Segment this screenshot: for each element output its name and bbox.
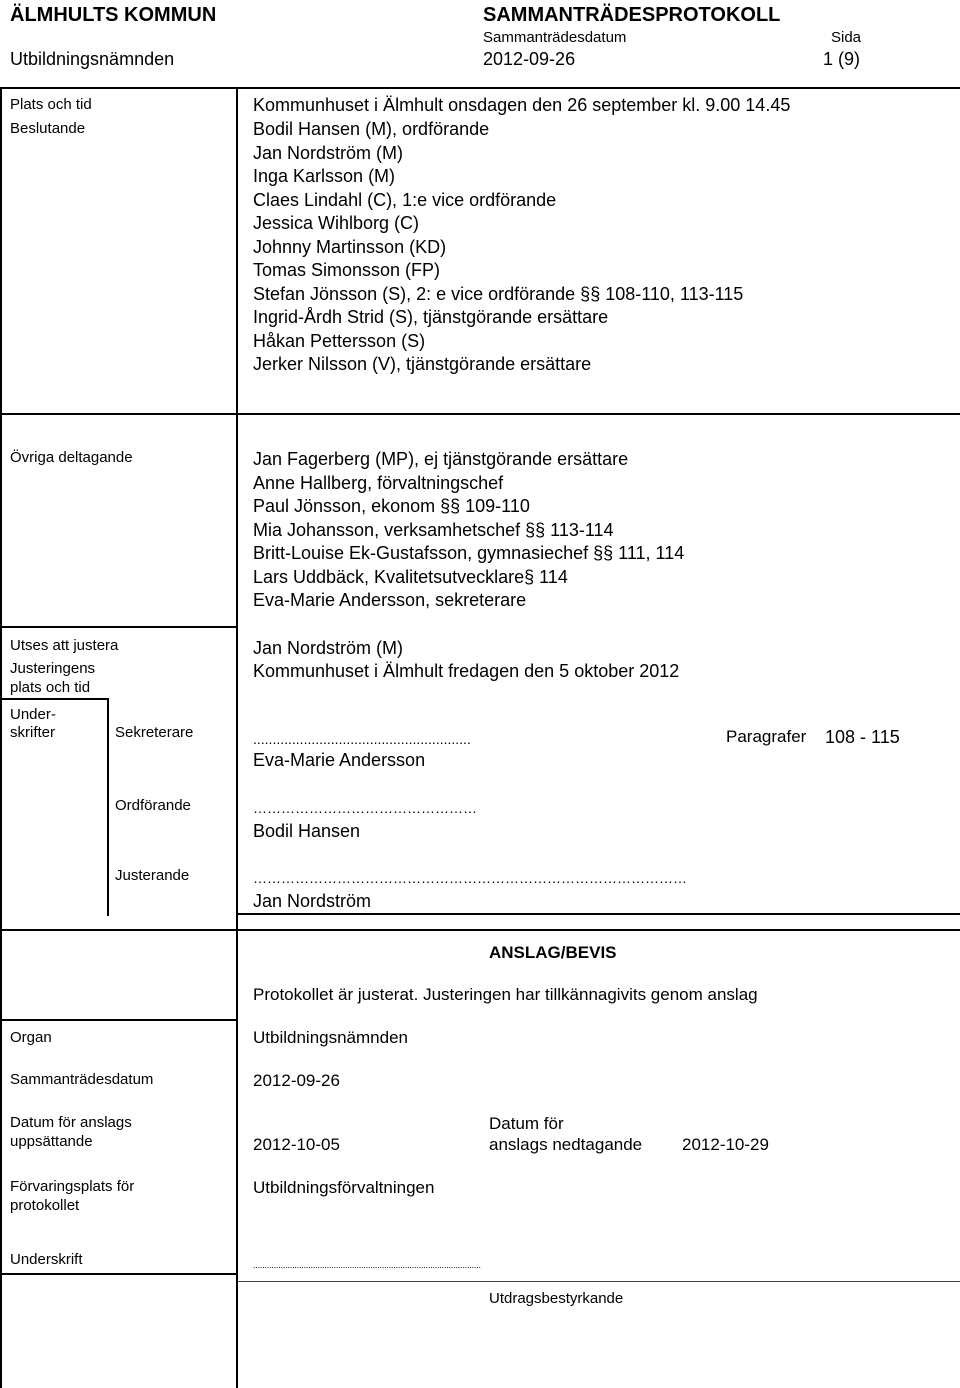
adjust-place-label-1: Justeringens — [10, 660, 96, 677]
chair-name: Bodil Hansen — [253, 821, 361, 841]
adjust-place-label-2: plats och tid — [10, 679, 91, 696]
notice-title: ANSLAG/BEVIS — [489, 943, 617, 962]
document-type: SAMMANTRÄDESPROTOKOLL — [483, 4, 781, 26]
header-divider — [0, 87, 960, 89]
signature-section-divider-right — [236, 913, 960, 915]
page-number: 1 (9) — [823, 49, 861, 69]
participant-line: Britt-Louise Ek-Gustafsson, gymnasiechef §§ 111, 114 — [253, 543, 685, 563]
page-label: Sida — [831, 29, 862, 46]
signature-left-divider — [0, 1273, 236, 1275]
member-line: Johnny Martinsson (KD) — [253, 236, 447, 257]
place-time-label: Plats och tid — [10, 96, 92, 113]
participant-line: Eva-Marie Andersson, sekreterare — [253, 590, 527, 610]
left-border — [0, 87, 2, 1388]
removed-date: 2012-10-29 — [682, 1135, 769, 1154]
chair-signature-line: ………………………………………… — [253, 800, 477, 816]
posted-date: 2012-10-05 — [253, 1135, 340, 1154]
deciding-members — [253, 118, 743, 377]
member-line: Ingrid-Årdh Strid (S), tjänstgörande ersättare — [253, 307, 609, 327]
notice-statement: Protokollet är justerat. Justeringen har tillkännagivits genom anslag — [253, 985, 758, 1004]
adjuster-signature-line: ………………………………………………………………………………… — [253, 870, 687, 886]
signatures-label-2: skrifter — [10, 724, 55, 741]
member-line: Inga Karlsson (M) — [253, 166, 396, 186]
notice-date-value: 2012-09-26 — [253, 1071, 340, 1090]
signature-line: ................................................................................................... — [253, 1260, 481, 1270]
meeting-date-label: Sammanträdesdatum — [483, 29, 627, 46]
left-divider — [0, 626, 236, 628]
participant-line: Lars Uddbäck, Kvalitetsutvecklare§ 114 — [253, 566, 568, 587]
member-line: Jessica Wihlborg (C) — [253, 213, 420, 233]
meeting-date: 2012-09-26 — [483, 49, 576, 69]
member-line: Claes Lindahl (C), 1:e vice ordförande — [253, 189, 557, 210]
signature-divider — [0, 698, 108, 700]
committee-name: Utbildningsnämnden — [10, 49, 175, 69]
certification-label: Utdragsbestyrkande — [489, 1290, 624, 1307]
notice-top-divider — [0, 929, 960, 931]
removed-label-1: Datum för — [489, 1114, 564, 1133]
member-line: Håkan Pettersson (S) — [253, 330, 426, 351]
organ-label: Organ — [10, 1029, 52, 1046]
member-line: Jan Nordström (M) — [253, 142, 404, 163]
secretary-signature-line: ........................................................ — [253, 731, 471, 747]
notice-left-divider — [0, 1019, 236, 1021]
adjuster-value: Jan Nordström (M) — [253, 638, 404, 658]
posted-label-1: Datum för anslags — [10, 1114, 132, 1131]
storage-label-2: protokollet — [10, 1197, 80, 1214]
others-label: Övriga deltagande — [10, 449, 133, 466]
signature-column-line — [107, 698, 109, 916]
municipality-name: ÄLMHULTS KOMMUN — [10, 4, 217, 26]
participant-line: Paul Jönsson, ekonom §§ 109-110 — [253, 496, 530, 516]
notice-date-label: Sammanträdesdatum — [10, 1071, 154, 1088]
removed-label-2: anslags nedtagande — [489, 1135, 643, 1154]
signature-right-divider — [236, 1281, 960, 1282]
paragraphs-label: Paragrafer — [726, 727, 807, 746]
section-divider — [0, 413, 960, 415]
member-line: Tomas Simonsson (FP) — [253, 260, 441, 280]
storage-value: Utbildningsförvaltningen — [253, 1178, 435, 1197]
member-line: Stefan Jönsson (S), 2: e vice ordförande §§ 108-110, 113-115 — [253, 283, 744, 304]
signatures-label-1: Under- — [10, 706, 56, 723]
organ-value: Utbildningsnämnden — [253, 1028, 408, 1047]
secretary-name: Eva-Marie Andersson — [253, 750, 426, 770]
member-line: Bodil Hansen (M), ordförande — [253, 119, 490, 139]
deciding-label: Beslutande — [10, 120, 86, 137]
paragraphs-value: 108 - 115 — [825, 727, 900, 747]
member-line: Jerker Nilsson (V), tjänstgörande ersättare — [253, 354, 592, 374]
column-separator — [236, 87, 238, 1388]
chair-role: Ordförande — [115, 797, 191, 814]
storage-label-1: Förvaringsplats för — [10, 1178, 135, 1195]
adjuster-label: Utses att justera — [10, 637, 119, 654]
adjuster-name: Jan Nordström — [253, 891, 372, 911]
adjuster-role: Justerande — [115, 867, 190, 884]
secretary-role: Sekreterare — [115, 724, 194, 741]
participant-line: Jan Fagerberg (MP), ej tjänstgörande ersättare — [253, 449, 629, 469]
posted-label-2: uppsättande — [10, 1133, 93, 1150]
adjust-place-value: Kommunhuset i Älmhult fredagen den 5 oktober 2012 — [253, 661, 680, 681]
participant-line: Mia Johansson, verksamhetschef §§ 113-114 — [253, 519, 614, 540]
place-time-value: Kommunhuset i Älmhult onsdagen den 26 september kl. 9.00 14.45 — [253, 95, 791, 115]
signature-label: Underskrift — [10, 1251, 83, 1268]
participant-line: Anne Hallberg, förvaltningschef — [253, 472, 504, 493]
other-participants — [253, 448, 684, 613]
